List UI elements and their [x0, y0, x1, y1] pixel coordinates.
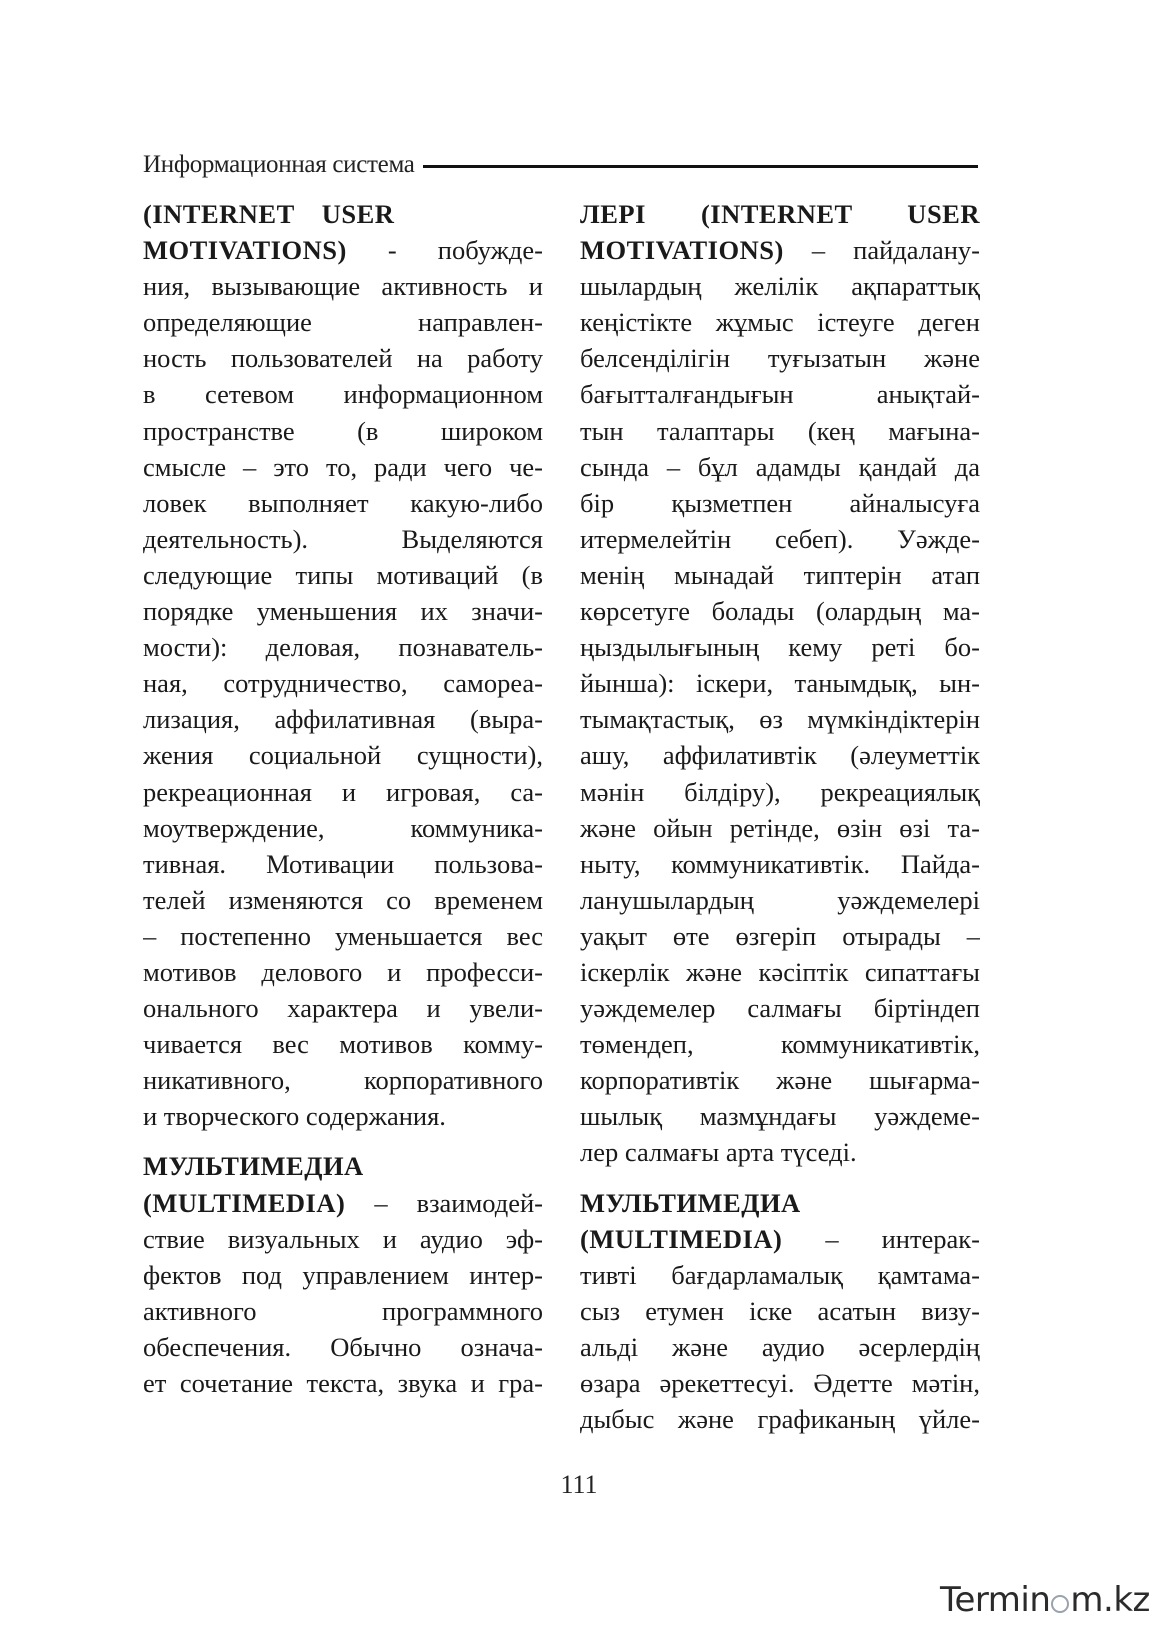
entry-1-line — [580, 882, 980, 918]
body-text: в сетевом информационном — [143, 379, 543, 410]
body-text: мотивов делового и професси- — [143, 956, 543, 987]
entry-1-line — [143, 557, 543, 593]
entry-1-line — [143, 1098, 543, 1134]
body-text: итермелейтін себеп). Уәжде- — [580, 523, 980, 554]
entry-1-line — [580, 954, 980, 990]
entry-1-line — [143, 665, 543, 701]
body-text: онального характера и увели- — [143, 993, 543, 1024]
entry-1-line — [580, 846, 980, 882]
term-heading: (MULTIMEDIA) — [143, 1187, 346, 1218]
entry-1-line — [143, 340, 543, 376]
entry-1-line — [143, 846, 543, 882]
body-text: төмендеп, коммуникативтік, — [580, 1029, 980, 1060]
body-text: мәнін білдіру), рекреациялық — [580, 776, 980, 807]
body-text: ловек выполняет какую-либо — [143, 487, 543, 518]
body-text: фектов под управлением интер- — [143, 1259, 543, 1290]
body-text: – постепенно уменьшается вес — [143, 920, 543, 951]
body-text: ланушылардың уәждемелері — [580, 884, 980, 915]
magnifier-icon — [1051, 1595, 1069, 1613]
entry-1-line — [580, 918, 980, 954]
body-text: шылық мазмұндағы уәждеме- — [580, 1101, 980, 1132]
body-text: – интерак- — [782, 1223, 980, 1254]
body-text: ңыздылығының кему реті бо- — [580, 632, 980, 663]
body-text: и творческого содержания. — [143, 1101, 446, 1132]
entry-1-line — [580, 268, 980, 304]
body-text: белсенділігін туғызатын және — [580, 343, 980, 374]
body-text: сыз етумен іске асатын визу- — [580, 1295, 980, 1326]
entry-1-line — [580, 1098, 980, 1134]
entry-1-line — [580, 665, 980, 701]
body-text: телей изменяются со временем — [143, 884, 543, 915]
entry-1-line — [143, 449, 543, 485]
entry-1-line — [143, 485, 543, 521]
body-text: обеспечения. Обычно означа- — [143, 1331, 543, 1362]
entry-2-line — [580, 1329, 980, 1365]
body-text: ствие визуальных и аудио эф- — [143, 1223, 543, 1254]
body-text: чивается вес мотивов комму- — [143, 1029, 543, 1060]
body-text: тымақтастық, өз мүмкіндіктерін — [580, 704, 980, 735]
body-text: сында – бұл адамды қандай да — [580, 451, 980, 482]
entry-1-line — [580, 304, 980, 340]
entry-gap — [143, 1134, 543, 1148]
entry-1-line — [143, 268, 543, 304]
body-text: альді және аудио әсерлердің — [580, 1331, 980, 1362]
entry-1-line — [143, 521, 543, 557]
body-text: уақыт өте өзгеріп отырады – — [580, 920, 980, 951]
entry-1-line — [143, 918, 543, 954]
watermark-logo[interactable] — [940, 1580, 1150, 1620]
body-text: кеңістікте жұмыс істеуге деген — [580, 307, 980, 338]
entry-1-line — [143, 1062, 543, 1098]
body-text: тивная. Мотивации пользова- — [143, 848, 543, 879]
entry-2-line — [143, 1257, 543, 1293]
term-heading: MOTIVATIONS) — [580, 235, 784, 266]
body-text: ность пользователей на работу — [143, 343, 543, 374]
body-text: пространстве (в широком — [143, 415, 543, 446]
term-heading: МУЛЬТИМЕДИА — [580, 1187, 801, 1218]
entry-2-line — [143, 1148, 543, 1184]
entry-1-line — [143, 810, 543, 846]
page-number: 111 — [560, 1470, 598, 1499]
term-heading: МУЛЬТИМЕДИА — [143, 1151, 364, 1182]
body-text: деятельность). Выделяются — [143, 523, 543, 554]
entry-1-line — [580, 557, 980, 593]
header-title: Информационная система — [143, 151, 415, 178]
entry-1-line — [143, 629, 543, 665]
right-column — [580, 196, 980, 1437]
entry-2-line — [143, 1293, 543, 1329]
entry-1-line — [580, 413, 980, 449]
body-text: ния, вызывающие активность и — [143, 271, 543, 302]
body-text: менің мынадай типтерін атап — [580, 559, 980, 590]
entry-1-line — [580, 196, 980, 232]
entry-1-line — [580, 701, 980, 737]
entry-2-line — [580, 1401, 980, 1437]
entry-1-line — [143, 882, 543, 918]
body-text: жения социальной сущности), — [143, 740, 543, 771]
body-text: ет сочетание текста, звука и гра- — [143, 1368, 543, 1398]
entry-1-line — [580, 376, 980, 412]
entry-1-line — [143, 376, 543, 412]
header-rule — [423, 165, 978, 168]
body-text: іскерлік және кәсіптік сипаттағы — [580, 956, 980, 987]
body-text: – пайдалану- — [783, 235, 980, 266]
entry-2-line — [580, 1293, 980, 1329]
body-text: бір қызметпен айналысуға — [580, 487, 980, 518]
body-text: порядке уменьшения их значи- — [143, 596, 543, 627]
body-text: дыбыс және графиканың үйле- — [580, 1404, 980, 1435]
entry-gap — [580, 1171, 980, 1185]
term-heading: ЛЕРІ (INTERNET USER — [580, 199, 980, 229]
entry-1-line — [580, 485, 980, 521]
entry-1-line — [143, 701, 543, 737]
body-text: определяющие направлен- — [143, 307, 543, 338]
body-text: – взаимодей- — [345, 1187, 543, 1218]
body-text: көрсетуге болады (олардың ма- — [580, 596, 980, 627]
entry-1-line — [143, 413, 543, 449]
entry-2-line — [143, 1221, 543, 1257]
body-text: лизация, аффилативная (выра- — [143, 704, 543, 735]
entry-1-line — [580, 340, 980, 376]
body-text: лер салмағы арта түседі. — [580, 1137, 857, 1168]
entry-1-line — [580, 232, 980, 268]
entry-1-line — [143, 1026, 543, 1062]
body-text: уәждемелер салмағы біртіндеп — [580, 993, 980, 1024]
entry-1-line — [143, 232, 543, 268]
body-text: смысле – это то, ради чего че- — [143, 451, 543, 482]
body-text: рекреационная и игровая, са- — [143, 776, 543, 807]
entry-1-line — [143, 737, 543, 773]
watermark-suffix: m.kz — [1070, 1580, 1150, 1620]
entry-2-line — [580, 1185, 980, 1221]
entry-2-line — [143, 1365, 543, 1401]
entry-1-line — [580, 521, 980, 557]
entry-2-line — [580, 1257, 980, 1293]
entry-1-line — [580, 810, 980, 846]
body-text: следующие типы мотиваций (в — [143, 559, 543, 590]
entry-1-line — [580, 990, 980, 1026]
entry-1-line — [143, 304, 543, 340]
entry-1-line — [580, 593, 980, 629]
left-column — [143, 196, 543, 1401]
entry-1-line — [580, 1134, 980, 1170]
entry-2-line — [580, 1221, 980, 1257]
body-text: моутверждение, коммуника- — [143, 812, 543, 843]
body-text: активного программного — [143, 1295, 543, 1326]
body-text: тын талаптары (кең мағына- — [580, 415, 980, 446]
entry-2-line — [143, 1329, 543, 1365]
entry-1-line — [143, 593, 543, 629]
entry-1-line — [580, 449, 980, 485]
term-heading: (INTERNET USER — [143, 199, 395, 229]
body-text: корпоративтік және шығарма- — [580, 1065, 980, 1096]
body-text: никативного, корпоративного — [143, 1065, 543, 1096]
entry-1-line — [143, 954, 543, 990]
entry-2-line — [143, 1185, 543, 1221]
body-text: және ойын ретінде, өзін өзі та- — [580, 812, 980, 843]
body-text: ашу, аффилативтік (әлеуметтік — [580, 740, 980, 771]
body-text: тивті бағдарламалық қамтама- — [580, 1259, 980, 1290]
body-text: бағытталғандығын анықтай- — [580, 379, 980, 410]
body-text: - побужде- — [346, 235, 543, 266]
body-text: йынша): іскери, танымдық, ын- — [580, 668, 980, 699]
entry-1-line — [580, 774, 980, 810]
entry-1-line — [580, 1026, 980, 1062]
body-text: мости): деловая, познаватель- — [143, 632, 543, 663]
running-header — [143, 148, 978, 182]
entry-1-line — [143, 196, 543, 232]
entry-2-line — [580, 1365, 980, 1401]
body-text: шылардың желілік ақпараттық — [580, 271, 980, 302]
entry-1-line — [580, 629, 980, 665]
body-text: ная, сотрудничество, самореа- — [143, 668, 543, 699]
body-text: ныту, коммуникативтік. Пайда- — [580, 848, 980, 879]
entry-1-line — [580, 737, 980, 773]
term-heading: (MULTIMEDIA) — [580, 1223, 783, 1254]
body-text: өзара әрекеттесуі. Әдетте мәтін, — [580, 1368, 980, 1398]
term-heading: MOTIVATIONS) — [143, 235, 347, 266]
entry-1-line — [143, 774, 543, 810]
entry-1-line — [143, 990, 543, 1026]
watermark-prefix: Termin — [940, 1580, 1051, 1620]
entry-1-line — [580, 1062, 980, 1098]
